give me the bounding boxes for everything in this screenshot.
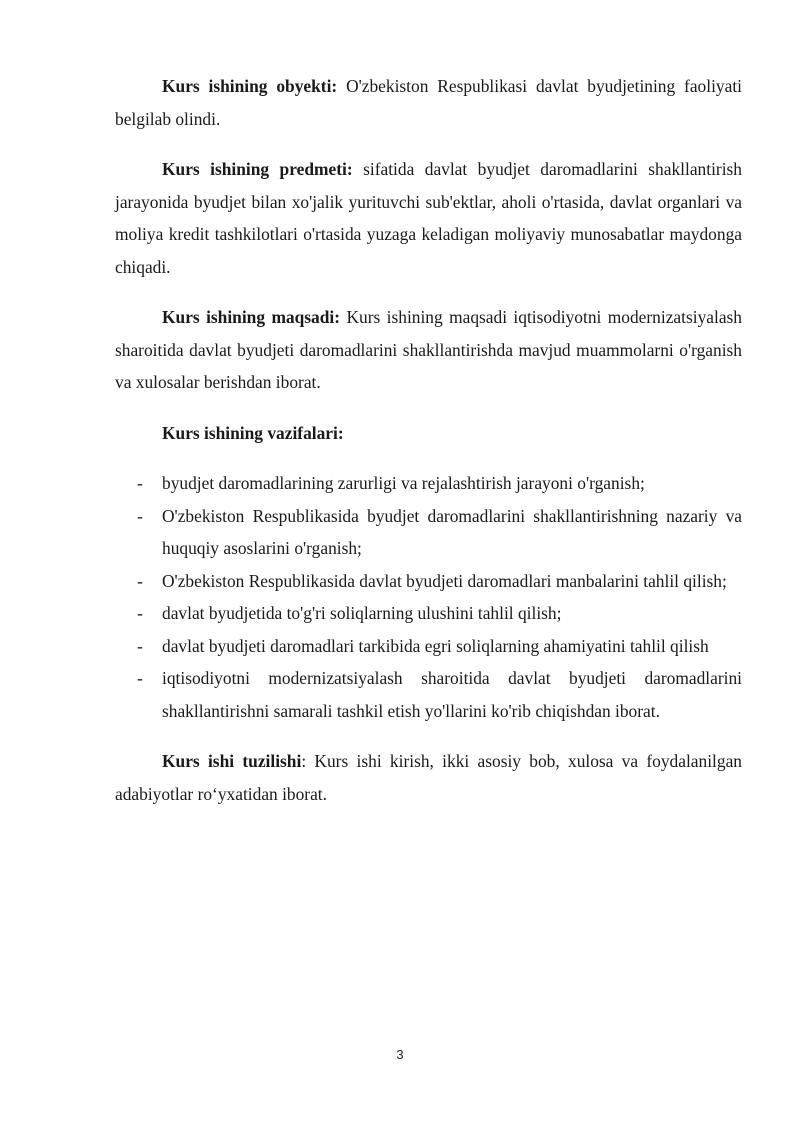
list-item-text: davlat byudjeti daromadlari tarkibida egri soliqlarning ahamiyatini tahlil qilish <box>162 635 709 656</box>
list-dash: - <box>137 603 143 623</box>
page-number: 3 <box>396 1047 404 1062</box>
goal-paragraph <box>115 301 742 399</box>
list-dash: - <box>137 505 143 526</box>
subject-paragraph <box>115 153 742 283</box>
goal-text: Kurs ishining maqsadi iqtisodiyotni modernizatsiyalash sharoitida davlat byudjeti daromadlarini shakllantirishda mavjud muammolarni o'rganish va xulosalar berishdan iborat. <box>115 307 743 392</box>
list-item <box>115 565 742 598</box>
subject-label: Kurs ishining predmeti: <box>162 159 353 179</box>
structure-label: Kurs ishi tuzilishi <box>162 751 302 771</box>
list-item <box>115 467 742 500</box>
object-label: Kurs ishining obyekti: <box>162 76 338 96</box>
list-dash: - <box>137 473 143 493</box>
list-dash: - <box>137 570 143 591</box>
list-item <box>115 500 742 565</box>
list-item-text: O'zbekiston Respublikasida davlat byudjeti daromadlari manbalarini tahlil qilish; <box>162 570 727 591</box>
list-item-text: O'zbekiston Respublikasida byudjet daromadlarini shakllantirishning nazariy va huquqiy asoslarini o'rganish; <box>162 505 742 558</box>
structure-text: : Kurs ishi kirish, ikki asosiy bob, xulosa va foydalanilgan adabiyotlar roʻyxatidan iborat. <box>115 751 742 804</box>
list-dash: - <box>137 668 143 688</box>
list-item <box>115 630 742 663</box>
tasks-list <box>115 467 742 727</box>
structure-paragraph <box>115 745 742 810</box>
document-page <box>115 70 742 828</box>
list-item <box>115 597 742 630</box>
list-item-text: iqtisodiyotni modernizatsiyalash sharoitida davlat byudjeti daromadlarini shakllantirishni samarali tashkil etish yo'llarini ko'rib chiqishdan iborat. <box>162 668 742 721</box>
list-item <box>115 662 742 727</box>
goal-label: Kurs ishining maqsadi: <box>162 307 341 327</box>
list-item-text: byudjet daromadlarining zarurligi va rejalashtirish jarayoni o'rganish; <box>162 473 645 493</box>
list-item-text: davlat byudjetida to'g'ri soliqlarning ulushini tahlil qilish; <box>162 603 562 623</box>
object-paragraph <box>115 70 742 135</box>
subject-text: sifatida davlat byudjet daromadlarini shakllantirish jarayonida byudjet bilan xo'jalik yurituvchi sub'ektlar, aholi o'rtasida, davlat organlari va moliya kredit tashkilotlari o'rtasida yuzaga keladigan moliyaviy munosabatlar maydonga chiqadi. <box>115 159 742 277</box>
list-dash: - <box>137 635 143 656</box>
tasks-heading: Kurs ishining vazifalari: <box>162 422 344 443</box>
object-text: O'zbekiston Respublikasi davlat byudjetining faoliyati belgilab olindi. <box>115 76 742 129</box>
